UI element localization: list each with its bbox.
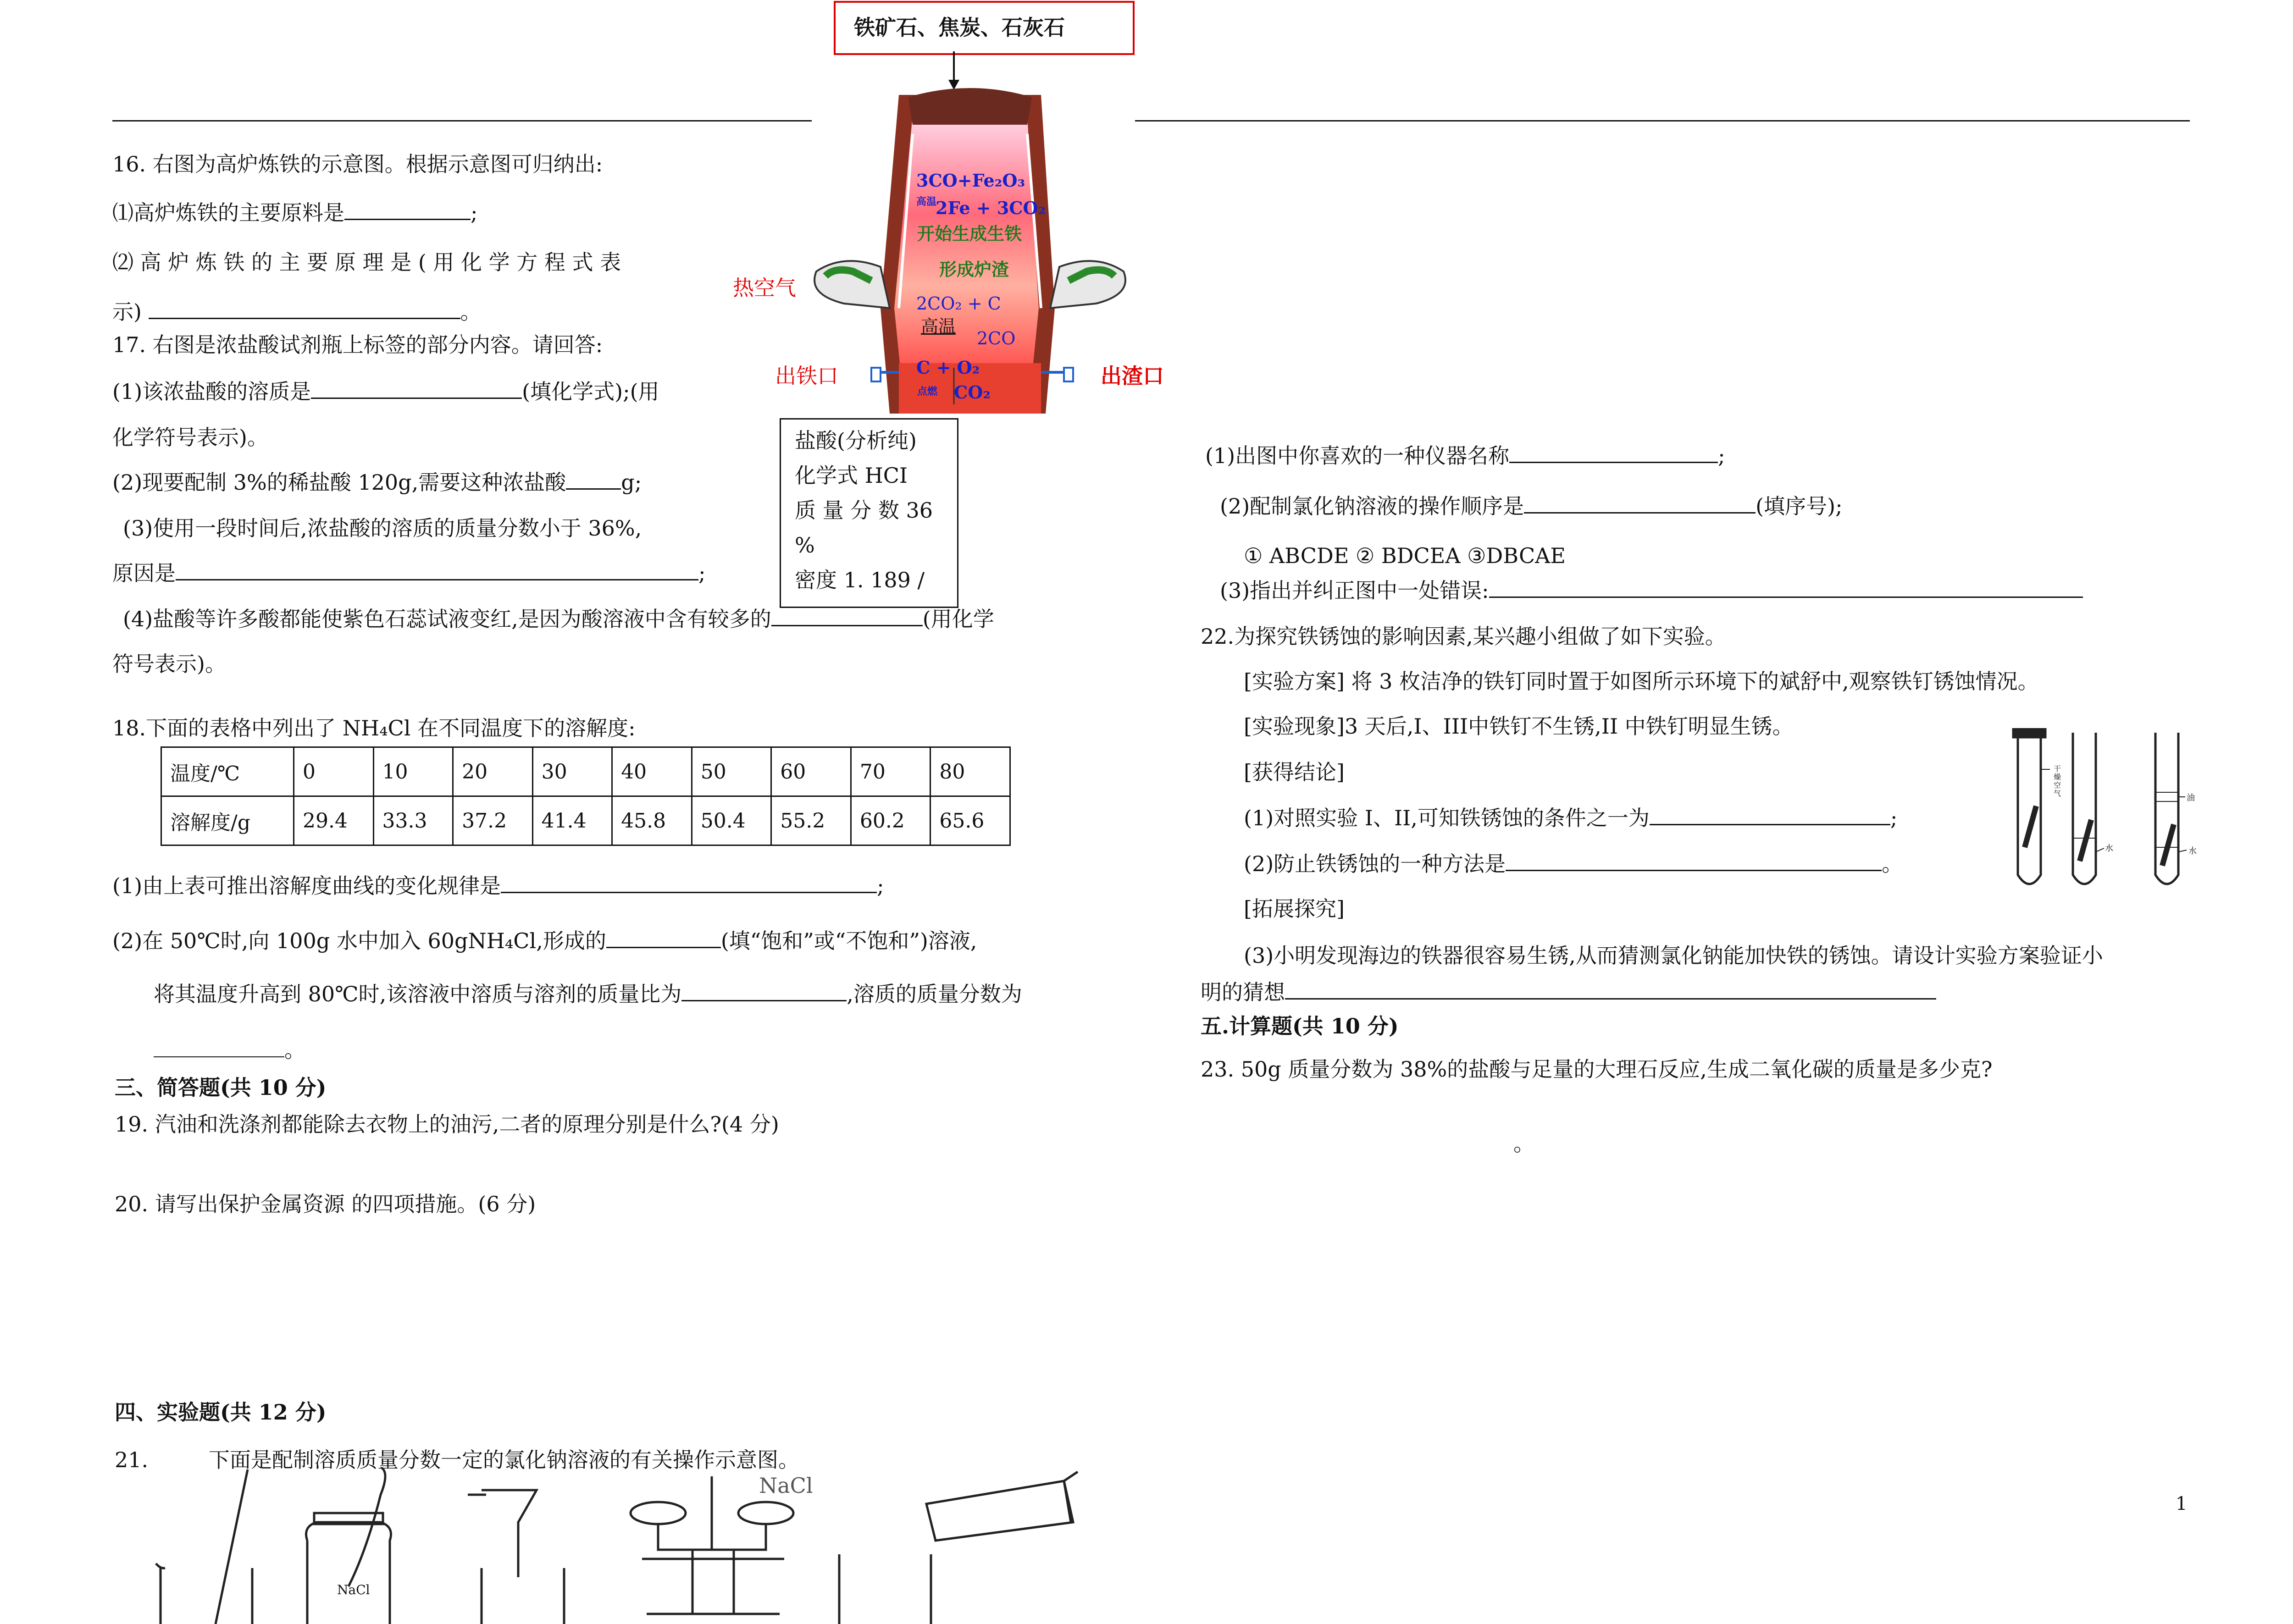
q21-answer-3[interactable]: [1489, 578, 2083, 598]
q21-answer-1[interactable]: [1509, 443, 1718, 463]
q17-p4b: 符号表示)。: [112, 652, 226, 676]
section3-title: 三、简答题(共 10 分): [115, 1075, 327, 1100]
q22-stem: 22.为探究铁锈蚀的影响因素,某兴趣小组做了如下实验。: [1201, 624, 1726, 649]
q17-p4-end: (用化学: [922, 607, 994, 631]
reagent-label-line1: 盐酸(分析纯): [795, 428, 917, 453]
furnace-rxn3-cond: 点燃: [917, 386, 938, 398]
q18-p2c: [154, 1037, 305, 1063]
q18-p2b: [154, 981, 1022, 1007]
furnace-iron-outlet-label: 出铁口: [775, 364, 838, 388]
q16-p1-text: ⑴高炉炼铁的主要原料是: [112, 200, 344, 225]
q21-p2-text: (2)配制氯化钠溶液的操作顺序是: [1220, 494, 1524, 519]
section4-title: 四、实验题(共 12 分): [115, 1400, 327, 1425]
q22-phenomenon: [实验现象]3 天后,I、III中铁钉不生锈,II 中铁钉明显生锈。: [1244, 714, 1794, 739]
furnace-stage-iron: 开始生成生铁: [917, 223, 1022, 244]
table-cell: 70: [851, 747, 930, 796]
furnace-rxn2b: 2CO: [977, 328, 1016, 348]
q17-p4-text: (4)盐酸等许多酸都能使紫色石蕊试液变红,是因为酸溶液中含有较多的: [123, 607, 771, 631]
q18-p2c-end: 。: [284, 1038, 305, 1062]
table-cell: 65.6: [930, 796, 1010, 845]
q16-p2b-text: 示): [112, 299, 142, 324]
q22-p2: [1244, 851, 1903, 877]
furnace-top-box: [834, 1, 1135, 55]
q16-answer-2[interactable]: [149, 299, 460, 319]
q21-p3: [1220, 578, 2083, 603]
furnace-rxn3b: CO₂: [954, 382, 991, 403]
lab-balance-nacl-label: NaCl: [759, 1473, 813, 1498]
q21-answer-2[interactable]: [1524, 494, 1756, 514]
q17-p3b: [112, 560, 706, 586]
table-cell: 80: [930, 747, 1010, 796]
furnace-stage-slag: 形成炉渣: [939, 259, 1009, 280]
q23-dot: 。: [1513, 1131, 1534, 1156]
q17-p2-end: g;: [621, 470, 642, 495]
test-tubes-figure: [2004, 728, 2201, 893]
q18-p1-text: (1)由上表可推出溶解度曲线的变化规律是: [112, 873, 501, 898]
q22-p1-end: ;: [1890, 806, 1898, 830]
q19: 19. 汽油和洗涤剂都能除去衣物上的油污,二者的原理分别是什么?(4 分): [115, 1112, 779, 1137]
tube3-label2: 水: [2188, 846, 2197, 856]
table-cell: 60.2: [851, 796, 930, 845]
q18-answer-3[interactable]: [681, 982, 847, 1001]
table-cell: 50.4: [692, 796, 771, 845]
q18-p2b-text: 将其温度升高到 80℃时,该溶液中溶质与溶剂的质量比为: [154, 982, 682, 1006]
q17-p4: [123, 606, 994, 632]
q18-answer-2[interactable]: [606, 928, 721, 948]
q21-p1-end: ;: [1718, 443, 1725, 468]
q22-p2-text: (2)防止铁锈蚀的一种方法是: [1244, 851, 1506, 876]
table-cell: 20: [453, 747, 533, 796]
table-cell: 33.3: [373, 796, 453, 845]
table-row: [161, 747, 1010, 796]
q17-p3b-text: 原因是: [112, 561, 176, 586]
q18-answer-4[interactable]: [154, 1038, 284, 1057]
q17-p2: [112, 470, 642, 495]
q22-p3b-text: 明的猜想: [1201, 980, 1285, 1005]
q17-p1b: 化学符号表示)。: [112, 425, 268, 450]
table-cell: 30: [532, 747, 612, 796]
reagent-label-line4: %: [795, 533, 815, 558]
furnace-hot-air-label: 热空气: [733, 276, 796, 300]
q22-p1: [1244, 805, 1897, 831]
solubility-table: [161, 746, 1011, 846]
reagent-label-line2: 化学式 HCI: [795, 463, 908, 488]
tube3-label1: 油: [2187, 793, 2195, 803]
q21-options: ① ABCDE ② BDCEA ③DBCAE: [1244, 543, 1566, 568]
q22-answer-2[interactable]: [1506, 851, 1882, 871]
q17-p1-text: (1)该浓盐酸的溶质是: [112, 379, 311, 404]
q16-p2-end: 。: [460, 299, 482, 324]
q18-p2: [112, 928, 977, 954]
section5-title: 五.计算题(共 10 分): [1201, 1014, 1399, 1038]
q18-p2-mid: (填“饱和”或“不饱和”)溶液,: [720, 928, 977, 953]
q17-p3-end: ;: [698, 561, 706, 586]
table-cell: 60: [771, 747, 851, 796]
q21-p1: [1205, 443, 1725, 469]
furnace-rxn1b: 2Fe + 3CO₂: [936, 198, 1046, 218]
q22-answer-3[interactable]: [1285, 980, 1936, 1000]
furnace-rxn3: C + O₂: [916, 357, 980, 378]
q21-p2: [1220, 493, 1843, 519]
tube2-label: 水: [2105, 844, 2113, 853]
reagent-label: [780, 418, 958, 608]
q22-p3: (3)小明发现海边的铁器很容易生锈,从而猜测氯化钠能加快铁的锈蚀。请设计实验方案验证小: [1244, 943, 2103, 968]
table-cell: 37.2: [453, 796, 533, 845]
q18-p1: [112, 873, 884, 899]
q22-p3b: [1201, 979, 1936, 1005]
q18-p1-end: ;: [877, 873, 884, 898]
q20: 20. 请写出保护金属资源 的四项措施。(6 分): [115, 1192, 536, 1216]
lab-operations-figure: [151, 1467, 1087, 1624]
furnace-rxn2-cond: 高温: [921, 316, 956, 337]
q17-p2-text: (2)现要配制 3%的稀盐酸 120g,需要这种浓盐酸: [112, 470, 566, 495]
q18-p2-text: (2)在 50℃时,向 100g 水中加入 60gNH₄Cl,形成的: [112, 928, 606, 953]
table-row: [161, 796, 1010, 845]
table-cell: 41.4: [532, 796, 612, 845]
q16-p2: ⑵ 高 炉 炼 铁 的 主 要 原 理 是 ( 用 化 学 方 程 式 表: [112, 250, 621, 275]
q18-stem: 18.下面的表格中列出了 NH₄Cl 在不同温度下的溶解度:: [112, 716, 636, 740]
reagent-label-line5: 密度 1. 189 /: [795, 568, 925, 592]
q17-p3: (3)使用一段时间后,浓盐酸的溶质的质量分数小于 36%,: [123, 516, 642, 541]
q21-stem: 下面是配制溶质质量分数一定的氯化钠溶液的有关操作示意图。: [209, 1447, 799, 1472]
q17-p1-mid: (填化学式);(用: [522, 379, 659, 404]
furnace-rxn2: 2CO₂ + C: [916, 293, 1001, 314]
furnace-top-box-text: 铁矿石、焦炭、石灰石: [854, 15, 1065, 40]
table-cell: 溶解度/g: [161, 796, 294, 845]
q16-p1-end: ;: [471, 200, 478, 225]
q22-p1-text: (1)对照实验 I、II,可知铁锈蚀的条件之一为: [1244, 806, 1650, 830]
table-cell: 40: [612, 747, 692, 796]
q17-answer-4[interactable]: [771, 607, 923, 626]
table-cell: 0: [294, 747, 374, 796]
q17-p1: [112, 379, 659, 404]
q16-p1: [112, 200, 478, 226]
q23: 23. 50g 质量分数为 38%的盐酸与足量的大理石反应,生成二氧化碳的质量是多少克?: [1201, 1057, 1993, 1082]
q21-p3-text: (3)指出并纠正图中一处错误:: [1220, 578, 1489, 603]
q22-answer-1[interactable]: [1650, 806, 1890, 825]
q17-answer-2[interactable]: [566, 470, 621, 490]
q22-p2-end: 。: [1882, 851, 1903, 876]
q21-p1-text: (1)出图中你喜欢的一种仪器名称: [1205, 443, 1510, 468]
furnace-slag-outlet-label: 出渣口: [1101, 364, 1164, 388]
reagent-label-line3: 质 量 分 数 36: [795, 498, 933, 523]
q16-answer-1[interactable]: [344, 200, 471, 220]
q18-p2b-mid: ,溶质的质量分数为: [847, 982, 1022, 1006]
furnace-rxn1-cond: 高温: [916, 196, 937, 208]
q17-answer-1[interactable]: [311, 379, 522, 399]
q18-answer-1[interactable]: [501, 873, 877, 893]
q16-p2b: [112, 299, 482, 325]
q16-stem: 16. 右图为高炉炼铁的示意图。根据示意图可归纳出:: [112, 152, 603, 177]
q22-extension-head: [拓展探究]: [1244, 896, 1345, 921]
q21-p2-end: (填序号);: [1756, 494, 1843, 519]
q17-answer-3[interactable]: [176, 561, 698, 580]
lab-jar-nacl-label: NaCl: [337, 1582, 370, 1597]
table-cell: 温度/℃: [161, 747, 294, 796]
tube1-label: 干燥空气: [2054, 764, 2061, 798]
table-cell: 55.2: [771, 796, 851, 845]
table-cell: 45.8: [612, 796, 692, 845]
table-cell: 10: [373, 747, 453, 796]
table-cell: 50: [692, 747, 771, 796]
furnace-rxn1: 3CO+Fe₂O₃: [916, 170, 1025, 191]
page-number: 1: [2176, 1493, 2188, 1514]
q21-num: 21.: [115, 1447, 149, 1472]
q22-plan: [实验方案] 将 3 枚洁净的铁钉同时置于如图所示环境下的斌舒中,观察铁钉锈蚀情况。: [1244, 669, 2039, 694]
header-rule-right: [1135, 120, 2190, 122]
q17-stem: 17. 右图是浓盐酸试剂瓶上标签的部分内容。请回答:: [112, 332, 603, 357]
q22-conclusion-head: [获得结论]: [1244, 760, 1345, 784]
table-cell: 29.4: [294, 796, 374, 845]
